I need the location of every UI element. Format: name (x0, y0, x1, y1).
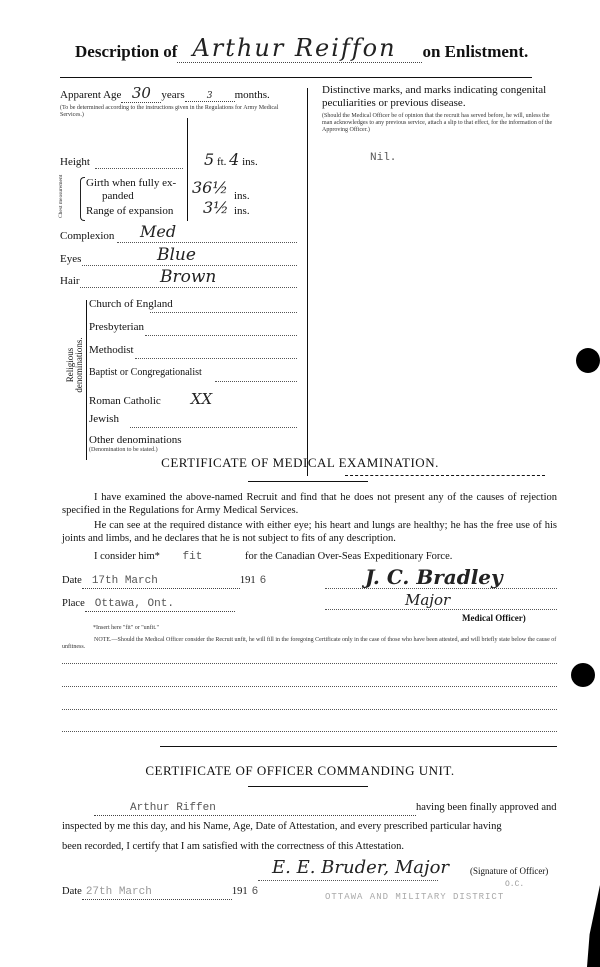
form-title (75, 34, 529, 63)
rule (248, 481, 368, 482)
officer-line-3: been recorded, I certify that I am satisfied with the correctness of this Attestation. (62, 841, 405, 852)
religion-brace (86, 300, 87, 460)
religion-label: Other denominations (89, 434, 182, 446)
cause-line (62, 686, 557, 687)
range-value: 3½ (203, 198, 229, 217)
rule (345, 475, 545, 476)
ft-label: ft. (216, 156, 227, 168)
dots (130, 427, 297, 428)
complexion-value: Med (140, 222, 177, 241)
height-label: Height (60, 156, 90, 168)
year-prefix: 191 (231, 886, 248, 897)
stamp-line-2: OTTAWA AND MILITARY DISTRICT (325, 892, 505, 902)
religion-label: Church of England (89, 298, 173, 310)
ins-label: ins. (242, 156, 258, 168)
age-note: (To be determined according to the instructions given in the Regulations for Army Medical Services.) (60, 105, 279, 118)
distinctive-marks-note: (Should the Medical Officer be of opinion that the recruit has served before, he will, unless the man acknowledges to any previous service, attach a slip to that effect, for the information of the Approving Officer.) (322, 113, 553, 133)
hair-dots (80, 287, 297, 288)
consider-row (94, 550, 452, 564)
distinctive-marks-heading-1: Distinctive marks, and marks indicating congenital (322, 84, 547, 96)
medical-place-row (62, 597, 235, 612)
consider-prefix: I consider him* (94, 551, 160, 562)
religion-group-label: Religious denominations. (65, 337, 84, 393)
date-label: Date (62, 575, 82, 586)
fitness-value: fit (182, 551, 203, 563)
girth-label-1: Girth when fully ex- (86, 177, 177, 189)
consider-suffix: for the Canadian Over-Seas Expeditionary Force. (244, 551, 453, 562)
height-ft-value: 5 (204, 150, 215, 169)
religion-methodist (89, 344, 134, 356)
dots (145, 335, 297, 336)
age-years-value: 30 (131, 84, 151, 102)
commanding-officer-signature: E. E. Bruder, Major (272, 857, 450, 878)
year-value: 6 (251, 886, 259, 898)
place-label: Place (62, 598, 85, 609)
chest-brace (80, 177, 85, 221)
years-label: years (161, 89, 185, 101)
religion-roman-catholic (89, 390, 212, 408)
complexion-label: Complexion (60, 230, 115, 242)
religion-label: Baptist or Congregationalist (89, 367, 202, 378)
punch-hole (576, 348, 600, 373)
cause-line (62, 709, 557, 710)
distinctive-marks-value: Nil. (370, 152, 397, 164)
date-label: Date (62, 886, 82, 897)
place-value: Ottawa, Ont. (94, 598, 174, 610)
officer-line-1 (94, 801, 557, 816)
officer-line-2: inspected by me this day, and his Name, Age, Date of Attestation, and every prescribed particular having (62, 821, 502, 832)
girth-ins: ins. (234, 190, 250, 202)
insert-note: *Insert here "fit" or "unfit." (93, 625, 159, 631)
unfit-note: NOTE.—Should the Medical Officer consider the Recruit unfit, he will fill in the foregoing Certificate only in the case of those who have been attested, and will briefly state below the cause of unfitness. (62, 637, 557, 650)
girth-value: 36½ (192, 178, 228, 197)
medical-certificate-title: CERTIFICATE OF MEDICAL EXAMINATION. (161, 455, 439, 470)
rule (160, 746, 557, 747)
dots (215, 381, 297, 382)
title-prefix: Description of (75, 42, 178, 61)
stamp-line-1: O.C. (505, 880, 525, 889)
religion-label: Roman Catholic (89, 395, 161, 407)
signature-line (258, 880, 438, 881)
religion-label: Jewish (89, 413, 119, 425)
dots (135, 358, 297, 359)
medical-officer-label: Medical Officer) (462, 613, 526, 623)
officer-certificate-title: CERTIFICATE OF OFFICER COMMANDING UNIT. (145, 763, 455, 778)
other-denomination-note: (Denomination to be stated.) (89, 447, 158, 453)
range-ins: ins. (234, 205, 250, 217)
officer-date-row (62, 885, 258, 900)
medical-date-value: 17th March (91, 575, 158, 587)
religion-mark: XX (190, 390, 213, 408)
officer-line-1-suffix: having been finally approved and (416, 802, 557, 813)
cause-line (62, 663, 557, 664)
range-label: Range of expansion (86, 205, 174, 217)
officer-signature-label: (Signature of Officer) (470, 866, 549, 876)
year-value: 6 (259, 575, 267, 587)
medical-officer-signature: J. C. Bradley (365, 565, 503, 589)
religion-other (89, 434, 182, 446)
eyes-value: Blue (157, 245, 196, 265)
height-row (192, 150, 258, 169)
column-divider (307, 88, 308, 476)
religion-presbyterian (89, 321, 144, 333)
rule (248, 786, 368, 787)
header-rule (60, 77, 532, 78)
religion-label: Methodist (89, 344, 134, 356)
height-dots (95, 168, 183, 169)
hair-label: Hair (60, 275, 80, 287)
chest-label: Chest measurement (58, 174, 64, 218)
religion-label: Presbyterian (89, 321, 144, 333)
punch-hole (571, 663, 595, 687)
age-months-value: 3 (206, 91, 213, 101)
title-suffix: on Enlistment. (422, 42, 529, 61)
medical-date-row (62, 574, 266, 589)
recruit-name: Arthur Reiffon (192, 34, 397, 62)
medical-para-2: He can see at the required distance with either eye; his heart and lungs are healthy; he has the free use of his joints and limbs, and he declares that he is not subject to fits of any description. (62, 520, 557, 544)
religion-baptist (89, 367, 202, 378)
medical-officer-rank: Major (405, 591, 451, 609)
dots (150, 312, 297, 313)
eyes-label: Eyes (60, 253, 82, 265)
height-in-value: 4 (229, 150, 240, 169)
name-field (177, 34, 422, 63)
girth-label-2: panded (102, 190, 134, 202)
officer-recruit-name: Arthur Riffen (130, 802, 216, 814)
distinctive-marks-heading-2: peculiarities or previous disease. (322, 97, 466, 109)
apparent-age-label: Apparent Age (60, 89, 122, 101)
apparent-age-row (60, 84, 270, 103)
religion-jewish (89, 413, 119, 425)
religion-church-of-england (89, 298, 173, 310)
year-prefix: 191 (239, 575, 256, 586)
complexion-dots (117, 242, 297, 243)
eyes-dots (82, 265, 297, 266)
cause-line (62, 731, 557, 732)
hair-value: Brown (160, 267, 217, 287)
scan-edge-shadow (587, 885, 600, 967)
officer-date-value: 27th March (85, 886, 152, 898)
measurement-divider (187, 118, 188, 221)
medical-para-1: I have examined the above-named Recruit and find that he does not present any of the causes of rejection specified in the Regulations for Army Medical Services. (62, 492, 557, 516)
signature-line (325, 609, 557, 610)
months-label: months. (234, 89, 270, 101)
